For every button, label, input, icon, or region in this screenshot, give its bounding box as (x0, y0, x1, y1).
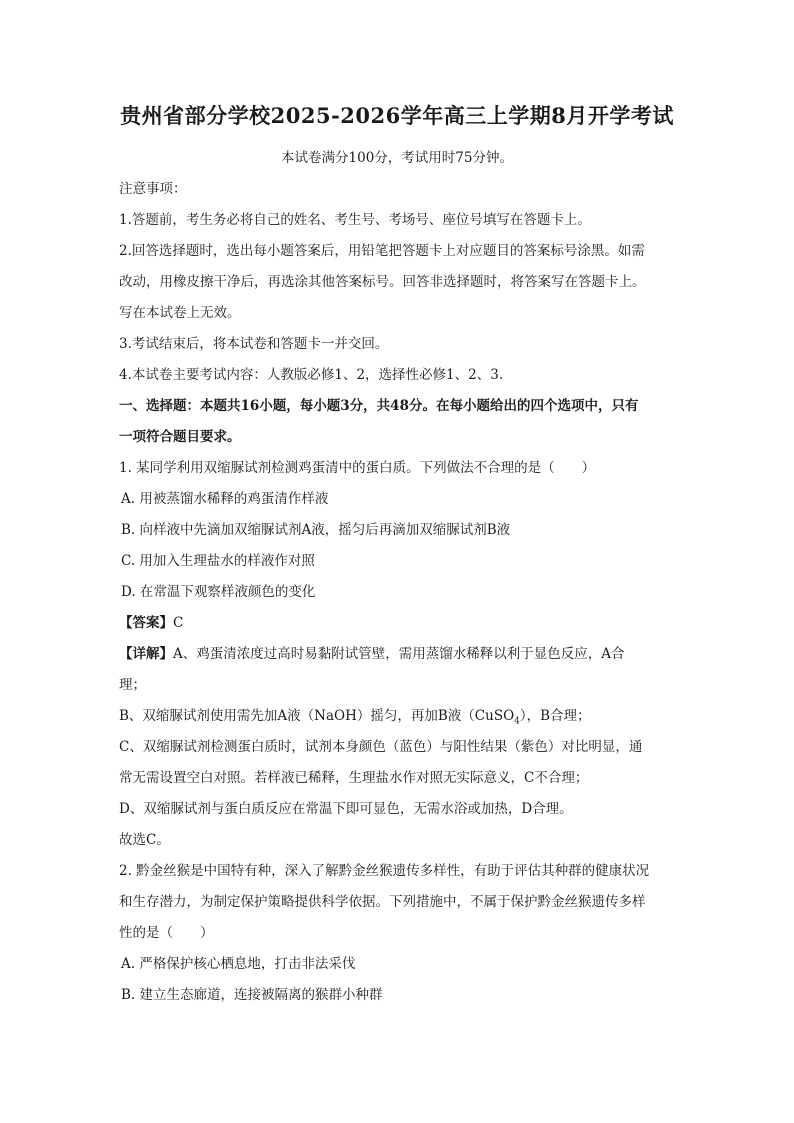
answer-value: C (173, 615, 184, 631)
question-2-option-a: A. 严格保护核心栖息地，打击非法采伐 (121, 956, 356, 972)
question-2-stem-cont: 和生存潜力，为制定保护策略提供科学依据。下列措施中，不属于保护黔金丝猴遗传多样 (119, 894, 646, 910)
question-1-detail-d: D、双缩脲试剂与蛋白质反应在常温下即可显色，无需水浴或加热，D合理。 (119, 801, 573, 817)
answer-label: 【答案】 (119, 615, 173, 631)
question-1-option-b: B. 向样液中先滴加双缩脲试剂A液，摇匀后再滴加双缩脲试剂B液 (121, 522, 511, 538)
detail-b-text: B、双缩脲试剂使用需先加A液（NaOH）摇匀，再加B液（CuSO (119, 708, 515, 724)
exam-subtitle: 本试卷满分100分，考试用时75分钟。 (281, 150, 513, 166)
notice-line: 3.考试结束后，将本试卷和答题卡一并交回。 (119, 336, 389, 352)
question-1-answer (119, 608, 679, 639)
question-1-option-c: C. 用加入生理盐水的样液作对照 (121, 553, 315, 569)
question-2-stem-cont: 性的是（ ） (119, 925, 214, 941)
notice-line: 2.回答选择题时，选出每小题答案后，用铅笔把答题卡上对应题目的答案标号涂黑。如需 (119, 243, 645, 259)
page-title: 贵州省部分学校2025-2026学年高三上学期8月开学考试 (120, 103, 674, 128)
question-1-detail-cont: 理； (119, 677, 146, 693)
question-1-detail-b (119, 701, 679, 732)
notice-line: 4.本试卷主要考试内容：人教版必修1、2，选择性必修1、2、3. (119, 367, 504, 383)
detail-text: A、鸡蛋清浓度过高时易黏附试管壁，需用蒸馏水稀释以利于显色反应，A合 (173, 646, 625, 662)
detail-b-text-end: ），B合理； (519, 708, 591, 724)
notice-line: 改动，用橡皮擦干净后，再选涂其他答案标号。回答非选择题时，将答案写在答题卡上。 (119, 274, 646, 290)
question-2-stem: 2. 黔金丝猴是中国特有种，深入了解黔金丝猴遗传多样性，有助于评估其种群的健康状况 (119, 863, 650, 879)
question-1-option-d: D. 在常温下观察样液颜色的变化 (121, 584, 316, 600)
question-1-conclusion: 故选C。 (119, 832, 170, 848)
detail-b-subscript: 4 (514, 716, 520, 727)
section-heading: 一、选择题：本题共16小题，每小题3分，共48分。在每小题给出的四个选项中，只有 (119, 398, 639, 414)
question-1-option-a: A. 用被蒸馏水稀释的鸡蛋清作样液 (121, 491, 329, 507)
question-1-stem: 1. 某同学利用双缩脲试剂检测鸡蛋清中的蛋白质。下列做法不合理的是（ ） (119, 460, 596, 476)
question-1-detail-c: C、双缩脲试剂检测蛋白质时，试剂本身颜色（蓝色）与阳性结果（紫色）对比明显，通 (119, 739, 643, 755)
detail-label: 【详解】 (119, 646, 173, 662)
question-1-detail (119, 639, 679, 670)
exam-body (119, 174, 679, 1011)
section-heading-cont: 一项符合题目要求。 (119, 429, 241, 445)
notice-heading: 注意事项： (119, 181, 187, 197)
notice-line: 写在本试卷上无效。 (119, 305, 241, 321)
notice-line: 1.答题前，考生务必将自己的姓名、考生号、考场号、座位号填写在答题卡上。 (119, 212, 591, 228)
question-1-detail-c-cont: 常无需设置空白对照。若样液已稀释，生理盐水作对照无实际意义，C不合理； (119, 770, 589, 786)
question-2-option-b: B. 建立生态廊道，连接被隔离的猴群小种群 (121, 987, 383, 1003)
